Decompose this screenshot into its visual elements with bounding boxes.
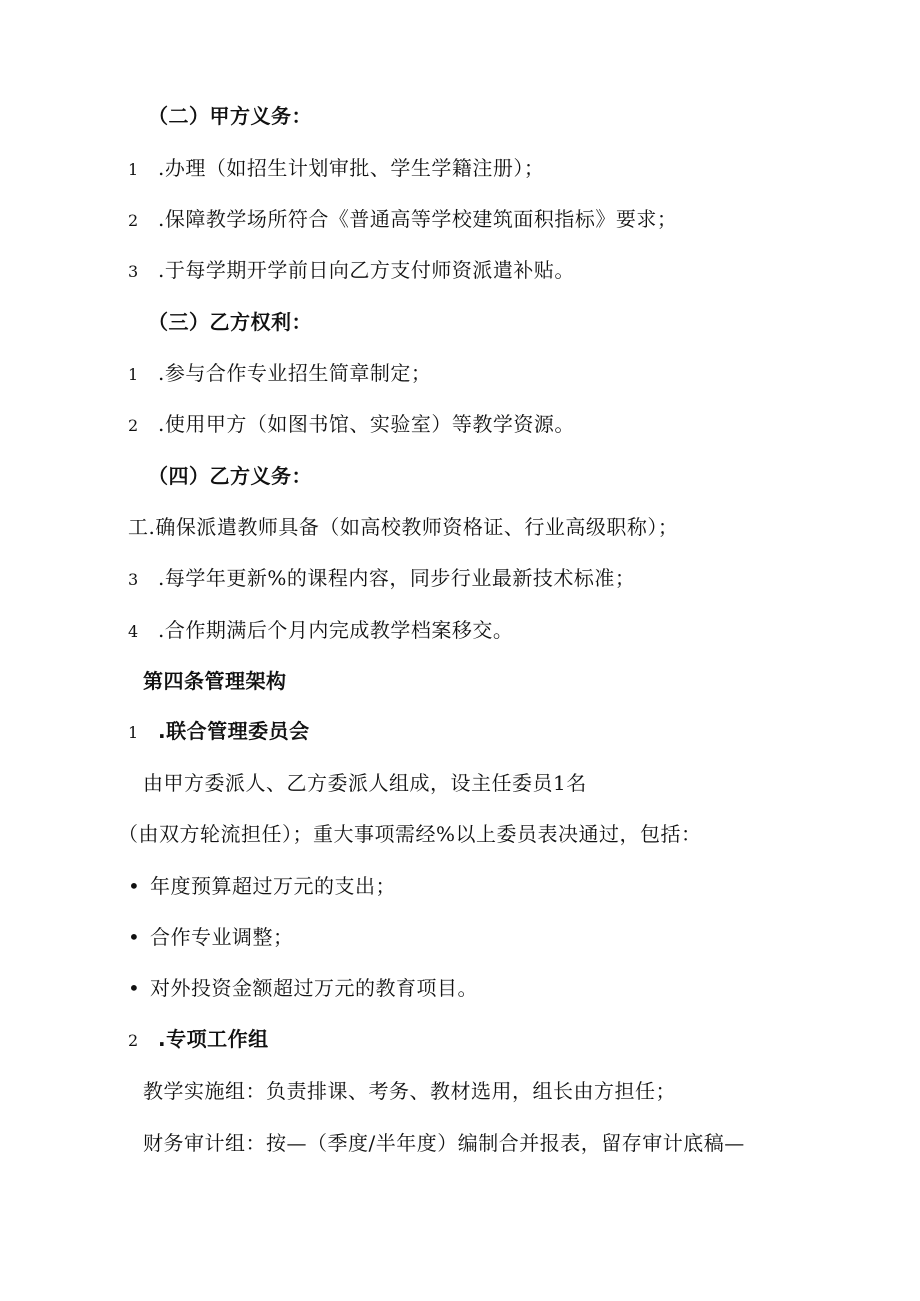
item-text: .参与合作专业招生简章制定； [158,361,432,385]
item-text: .办理（如招生计划审批、学生学籍注册）； [158,156,545,180]
list-item [128,514,678,540]
list-item [128,411,575,439]
item-number: 4 [128,622,139,641]
paragraph-text: （由双方轮流担任）；重大事项需经%以上委员表决通过，包括： [118,822,702,846]
heading-text: .联合管理委员会 [158,719,310,743]
list-item [128,360,431,388]
item-number: 1 [128,723,139,742]
item-text: .每学年更新%的课程内容，同步行业最新技术标准； [158,566,636,590]
item-number: 1 [128,365,139,384]
paragraph [143,770,587,796]
item-number: 2 [128,211,139,230]
item-text: 对外投资金额超过万元的教育项目。 [150,976,478,1000]
item-number: 3 [128,570,139,589]
paragraph-text: 财务审计组：按—（季度/半年度）编制合并报表，留存审计底稿— [143,1131,745,1155]
item-text: .保障教学场所符合《普通高等学校建筑面积指标》要求； [158,207,678,231]
list-item [128,565,635,593]
paragraph [143,1130,745,1156]
item-text: 合作专业调整； [150,925,294,949]
item-text: .使用甲方（如图书馆、实验室）等教学资源。 [158,412,575,436]
heading-text: （四）乙方义务： [148,464,312,488]
heading-text: （二）甲方义务： [148,104,312,128]
paragraph [143,1078,676,1104]
bullet-item [128,873,396,899]
subsection-heading-working-groups [128,1026,269,1054]
item-text: .合作期满后个月内完成教学档案移交。 [158,618,514,642]
bullet-item [128,975,478,1001]
subsection-heading-committee [128,718,310,746]
bullet-icon: • [128,976,141,1000]
bullet-icon: • [128,925,141,949]
bullet-item [128,924,294,950]
item-number: 3 [128,262,139,281]
section-heading-party-a-obligations [148,103,312,129]
list-item [128,257,575,285]
item-number: 2 [128,1031,139,1050]
item-number: 1 [128,160,139,179]
item-text: 年度预算超过万元的支出； [150,874,396,898]
item-text: .于每学期开学前日向乙方支付师资派遣补贴。 [158,258,575,282]
list-item [128,206,677,234]
paragraph-text: 教学实施组：负责排课、考务、教材选用，组长由方担任； [143,1079,676,1103]
list-item [128,155,544,183]
section-heading-party-b-obligations [148,463,312,489]
heading-text: 第四条管理架构 [143,669,287,693]
heading-text: （三）乙方权利： [148,310,312,334]
article-heading-management [143,668,287,694]
bullet-icon: • [128,874,141,898]
paragraph-text: 由甲方委派人、乙方委派人组成，设主任委员1名 [143,771,587,795]
item-number: 2 [128,416,139,435]
list-item [128,617,513,645]
paragraph [118,821,702,847]
section-heading-party-b-rights [148,309,312,335]
heading-text: .专项工作组 [158,1027,269,1051]
item-text: 工.确保派遣教师具备（如高校教师资格证、行业高级职称）； [128,515,679,539]
